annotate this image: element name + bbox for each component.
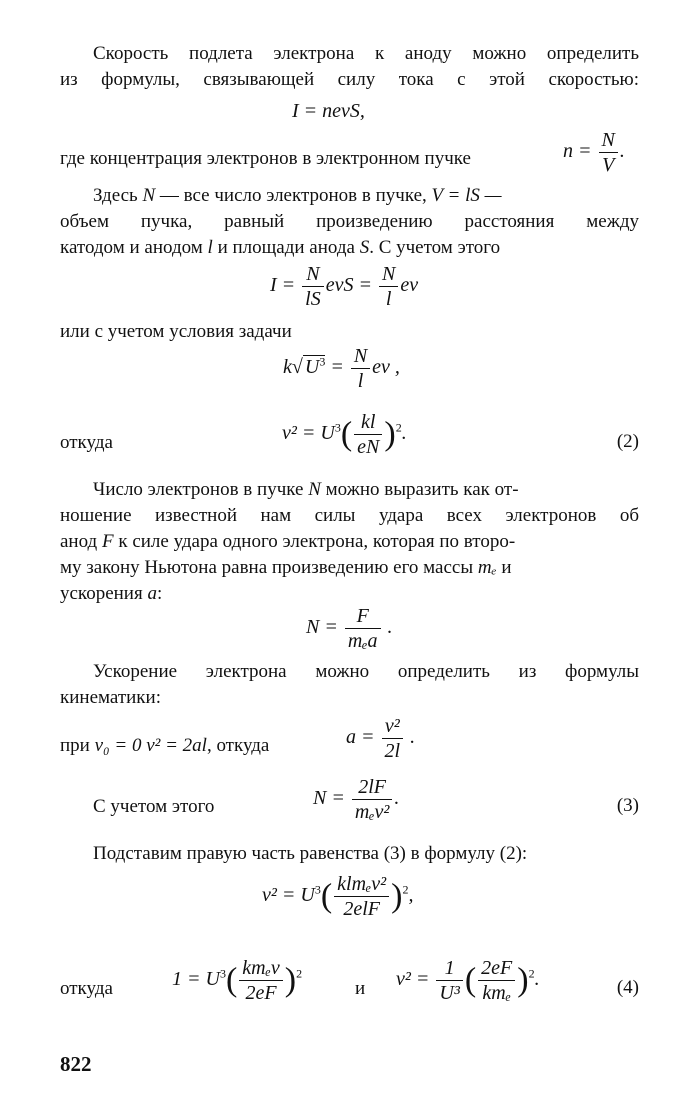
text-line: из формулы, связывающей силу тока с этой скоростью: — [60, 69, 639, 90]
formula-4a: $1 = U^3$( $\frac{\text{kmₑv}}{2eF}$ )$^2$ — [172, 957, 303, 1004]
text-line: ношение известной нам силы удара всех электронов об — [60, 505, 639, 526]
text-line: объем пучка, равный произведению расстояния между — [60, 211, 639, 232]
formula-2: $v^2 = U^3$( $\frac{kl}{eN}$ )$^2$. — [282, 411, 407, 458]
text-line: откуда — [60, 978, 113, 999]
text-line: при v₀ = 0 v² = 2al, откуда — [60, 735, 270, 756]
text-line: Подставим правую часть равенства (3) в формулу (2): — [93, 843, 528, 864]
text-line: Число электронов в пучке N можно выразить как от- — [93, 479, 519, 500]
equation-number: (2) — [616, 431, 639, 452]
formula-substitution: $v^2 = U^3$( $\frac{\text{klmₑv²}}{\text{2elF}}$ )$^2$, — [262, 873, 414, 920]
text-line: и — [355, 978, 366, 999]
page-number: 822 — [60, 1052, 92, 1076]
formula-current: I = nevS, — [292, 100, 365, 122]
text-line: анод F к силе удара одного электрона, которая по второ- — [60, 531, 516, 552]
text-line: С учетом этого — [93, 796, 215, 817]
equation-number: (4) — [616, 977, 639, 998]
text-line: Здесь N — все число электронов в пучке, V = lS — — [93, 185, 502, 206]
formula-N-force: N = $\frac{F}{\text{mₑa}}$ . — [306, 605, 393, 652]
text-line: Скорость подлета электрона к аноду можно определить — [93, 43, 639, 64]
text-line: му закону Ньютона равна произведению его массы mₑ и — [60, 557, 512, 578]
text-line: ускорения a: — [60, 583, 163, 604]
text-line: или с учетом условия задачи — [60, 321, 292, 342]
text-line: где концентрация электронов в электронном пучке — [60, 148, 471, 169]
text-line: кинематики: — [60, 687, 161, 708]
formula-4b: v² = $\frac{1}{\text{U³}}$ ( $\frac{2eF}{\text{kmₑ}}$ )$^2$. — [396, 957, 540, 1004]
text-line: Ускорение электрона можно определить из формулы — [93, 661, 639, 682]
equation-number: (3) — [616, 795, 639, 816]
text-line: откуда — [60, 432, 113, 453]
formula-3: N = $\frac{2lF}{\text{mₑv²}}$ . — [313, 776, 400, 823]
text-line: катодом и анодом l и площади анода S. С учетом этого — [60, 237, 501, 258]
formula-a: a = $\frac{\text{v²}}{2l}$ . — [346, 715, 416, 762]
formula-I: I = $\frac{N}{lS}$ evS = $\frac{N}{l}$ ev — [270, 263, 419, 310]
formula-condition: k√ $U^3$ = $\frac{N}{l}$ ev , — [283, 345, 400, 392]
formula-n: n = $\frac{N}{V}$ . — [563, 129, 625, 176]
